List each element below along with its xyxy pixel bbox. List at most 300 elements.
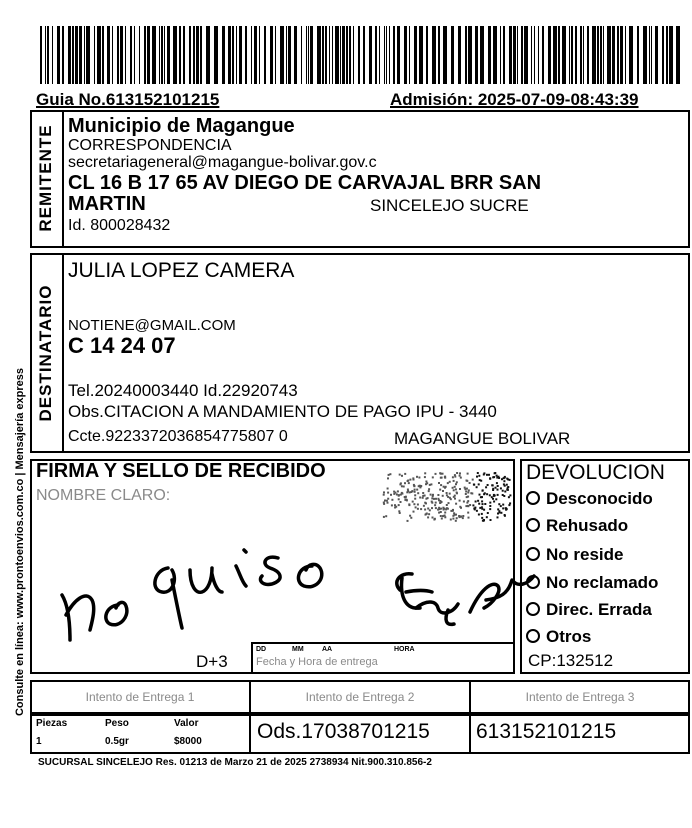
barcode-bar [389,26,390,84]
stamp-dot [415,506,417,508]
stamp-dot [497,516,499,518]
barcode-bar [669,26,673,84]
stamp-dot [445,486,447,488]
barcode-bar [542,26,544,84]
stamp-dot [399,474,401,476]
recipient-phone-id: Tel.20240003440 Id.22920743 [68,381,298,400]
stamp-dot [504,491,506,493]
barcode-bar [432,26,436,84]
stamp-dot [389,473,391,475]
stamp-dot [444,516,446,518]
barcode-bar [493,26,497,84]
stamp-dot [481,506,483,508]
stamp-dot [492,489,494,491]
stamp-dot [467,500,469,502]
barcode-bar [308,26,309,84]
stamp-dot [434,504,436,506]
barcode-bar [346,26,348,84]
stamp-dot [440,477,442,479]
stamp-dot [491,496,493,498]
stamp-dot [432,494,434,496]
barcode-bar [84,26,85,84]
barcode-bar [419,26,423,84]
barcode-bar [173,26,177,84]
stamp-dot [483,509,485,511]
stamp-dot [505,507,507,509]
weight-header: Peso [105,718,129,729]
stamp-dot [483,472,485,474]
stamp-dot [500,512,502,514]
sender-name: Municipio de Magangue [68,115,295,137]
stamp-dot [507,489,509,491]
stamp-dot [383,494,385,496]
stamp-dot [493,495,495,497]
stamp-dot [498,512,500,514]
stamp-dot [442,515,444,517]
stamp-dot [438,507,440,509]
barcode-bar [245,26,247,84]
stamp-dot [409,515,411,517]
stamp-dot [404,482,406,484]
stamp-dot [427,516,429,518]
stamp-dot [383,516,385,518]
barcode-bar [167,26,170,84]
stamp-dot [486,516,488,518]
stamp-dot [502,504,504,506]
barcode-bar [75,26,78,84]
barcode-bar [79,26,82,84]
stamp-dot [407,480,409,482]
stamp-dot [401,475,403,477]
barcode-bar [569,26,570,84]
barcode-bar [649,26,650,84]
stamp-dot [437,509,439,511]
recipient-address: C 14 24 07 [68,333,176,358]
footer-text: SUCURSAL SINCELEJO Res. 01213 de Marzo 21 de 2025 2738934 Nit.900.310.856-2 [38,757,432,768]
stamp-dot [484,503,486,505]
stamp-dot [445,508,447,510]
return-option-direc-errada[interactable] [526,600,652,620]
barcode-bar [625,26,626,84]
barcode-bar [222,26,225,84]
stamp-dot [475,501,477,503]
stamp-dot [452,510,454,512]
radio-circle-icon [526,547,540,561]
stamp-dot [489,508,491,510]
barcode-bar [134,26,135,84]
stamp-dot [447,508,449,510]
stamp-dot [398,498,400,500]
stamp-dot [387,477,389,479]
barcode-bar [340,26,341,84]
stamp-dot [492,484,494,486]
stamp-dot [417,508,419,510]
stamp-dot [394,504,396,506]
barcode-bar [558,26,560,84]
stamp-dot [459,475,461,477]
barcode-bar [251,26,252,84]
stamp-dot [426,513,428,515]
barcode-bar [534,26,535,84]
barcode-bar [68,26,71,84]
stamp-dot [459,472,461,474]
stamp-dot [447,482,449,484]
stamp-dot [442,495,444,497]
barcode-bar [637,26,639,84]
pieces-value: 1 [36,736,42,747]
stamp-dot [414,494,416,496]
sender-email: secretariageneral@magangue-bolivar.gov.c [68,154,377,171]
barcode-bar [310,26,313,84]
barcode-bar [521,26,523,84]
stamp-dot [455,488,457,490]
stamp-dot [462,515,464,517]
stamp-dot [462,517,464,519]
stamp-dot [488,474,490,476]
stamp-dot [507,487,509,489]
sender-divider [62,110,64,248]
barcode-bar [117,26,119,84]
value-header: Valor [174,718,199,729]
barcode-bar [214,26,218,84]
stamp-dot [422,492,424,494]
barcode-bar [280,26,284,84]
value-value: $8000 [174,736,202,747]
barcode-bar [159,26,160,84]
stamp-dot [509,494,511,496]
barcode-bar [86,26,90,84]
barcode-bar [538,26,539,84]
stamp-dot [393,493,395,495]
stamp-dot [423,505,425,507]
stamp-dot [482,490,484,492]
stamp-dot [471,493,473,495]
barcode-bar [500,26,501,84]
stamp-dot [477,500,479,502]
stamp-dot [407,489,409,491]
stamp-dot [424,509,426,511]
return-option-desconocido[interactable] [526,489,653,509]
stamp-dot [508,504,510,506]
side-info-text: Consulte en línea: www.prontoenvios.com.co | Mensajería express [14,367,26,717]
sender-city: SINCELEJO SUCRE [370,196,529,215]
stamp-dot [480,496,482,498]
barcode-bar [57,26,60,84]
stamp-dot [397,490,399,492]
stamp-dot [424,502,426,504]
stamp-dot [443,509,445,511]
sender-address-line2: MARTIN [68,193,146,215]
barcode-bar [275,26,276,84]
stamp-dot [410,517,412,519]
return-option-label: No reclamado [546,573,659,592]
weight-value: 0.5gr [105,736,129,747]
stamp-dot [478,475,480,477]
return-option-no-reside[interactable] [526,545,623,565]
stamp-dot [472,504,474,506]
stamp-dot [446,492,448,494]
radio-circle-icon [526,491,540,505]
barcode-bar [200,26,202,84]
stamp-dot [476,510,478,512]
recipient-name: JULIA LOPEZ CAMERA [68,259,295,282]
barcode-bar [193,26,195,84]
pieces-header: Piezas [36,718,68,729]
barcode-bar [612,26,615,84]
barcode-bar [369,26,372,84]
barcode-bar [458,26,461,84]
stamp-dot [450,498,452,500]
stamp-dot [478,514,480,516]
stamp-dot [387,488,389,490]
stamp-dot [473,484,475,486]
barcode-bar [144,26,146,84]
barcode-bar [301,26,302,84]
date-label-hour: HORA [394,646,415,653]
barcode-bar [580,26,582,84]
stamp-dot [496,477,498,479]
barcode-bar [548,26,551,84]
stamp-dot [503,483,505,485]
barcode-bar [562,26,566,84]
stamp-dot [401,485,403,487]
stamp-dot [425,481,427,483]
stamp-dot [409,479,411,481]
barcode-bar [414,26,417,84]
stamp-dot [468,517,470,519]
stamp-dot [504,515,506,517]
stamp-dot [476,476,478,478]
stamp-dot [508,496,510,498]
radio-circle-icon [526,518,540,532]
stamp-dot [442,473,444,475]
stamp-dot [468,489,470,491]
date-label-month: MM [292,646,304,653]
barcode-bar [52,26,53,84]
barcode-bar [189,26,191,84]
stamp-dot [449,493,451,495]
return-option-label: Otros [546,627,592,646]
stamp-dot [449,481,451,483]
barcode-bar [607,26,611,84]
stamp-dot [424,495,426,497]
stamp-dot [454,495,456,497]
stamp-dot [453,489,455,491]
stamp-dot [444,512,446,514]
stamp-scribble [382,472,512,522]
barcode-bar [404,26,407,84]
return-option-label: Desconocido [546,489,653,508]
stamp-dot [455,483,457,485]
barcode-bar [294,26,297,84]
stamp-dot [440,508,442,510]
stamp-dot [408,482,410,484]
attempt-1: Intento de Entrega 1 [85,690,195,704]
return-postal-code: CP:132512 [528,651,614,670]
barcode-bar [196,26,199,84]
stamp-dot [419,497,421,499]
barcode-bar [228,26,231,84]
handwritten-signature [40,520,550,650]
stamp-dot [427,508,429,510]
stamp-dot [391,504,393,506]
stamp-dot [479,479,481,481]
barcode-bar [107,26,110,84]
stamp-dot [413,503,415,505]
package-divider-2 [469,714,471,754]
barcode-bar [597,26,599,84]
return-option-no-reclamado[interactable] [526,573,658,593]
barcode-bar [102,26,104,84]
barcode-bar [662,26,664,84]
barcode-bar [600,26,602,84]
stamp-dot [444,476,446,478]
stamp-dot [430,494,432,496]
barcode-bar [125,26,126,84]
stamp-dot [496,482,498,484]
stamp-dot [408,504,410,506]
barcode-bar [651,26,652,84]
stamp-dot [458,515,460,517]
barcode-bar [349,26,351,84]
stamp-dot [383,502,385,504]
barcode-bar [375,26,377,84]
stamp-dot [414,498,416,500]
stamp-dot [387,502,389,504]
stamp-dot [424,472,426,474]
stamp-dot [388,474,390,476]
return-option-otros[interactable] [526,627,591,647]
return-option-label: Rehusado [546,516,629,535]
stamp-dot [453,480,455,482]
barcode-bar [629,26,633,84]
stamp-dot [425,498,427,500]
stamp-dot [426,482,428,484]
stamp-dot [420,486,422,488]
stamp-dot [456,481,458,483]
radio-circle-icon [526,602,540,616]
barcode-bar [676,26,680,84]
stamp-dot [416,476,418,478]
stamp-dot [459,500,461,502]
barcode-bar [286,26,287,84]
date-caption: Fecha y Hora de entrega [256,656,378,668]
stamp-dot [442,490,444,492]
stamp-dot [481,517,483,519]
stamp-dot [387,492,389,494]
stamp-dot [406,491,408,493]
barcode-bar [62,26,64,84]
stamp-dot [498,503,500,505]
stamp-dot [424,476,426,478]
stamp-dot [418,477,420,479]
stamp-dot [446,494,448,496]
barcode-bar [342,26,345,84]
stamp-dot [459,488,461,490]
sender-label: REMITENTE [36,124,55,232]
stamp-dot [476,486,478,488]
stamp-dot [460,477,462,479]
stamp-dot [452,487,454,489]
barcode-bar [409,26,410,84]
sender-id: Id. 800028432 [68,217,171,234]
barcode-bar [465,26,467,84]
barcode-bar [488,26,491,84]
barcode-bar [45,26,46,84]
stamp-dot [404,473,406,475]
stamp-dot [422,497,424,499]
barcode-bar [503,26,505,84]
stamp-dot [435,473,437,475]
stamp-dot [465,505,467,507]
sender-address-line1: CL 16 B 17 65 AV DIEGO DE CARVAJAL BRR SAN [68,172,542,194]
stamp-dot [385,515,387,517]
barcode-bar [386,26,387,84]
stamp-dot [456,517,458,519]
stamp-dot [493,501,495,503]
stamp-dot [465,493,467,495]
stamp-dot [391,499,393,501]
stamp-dot [412,501,414,503]
stamp-dot [435,498,437,500]
stamp-dot [398,504,400,506]
stamp-dot [477,472,479,474]
stamp-dot [417,492,419,494]
barcode-bar [161,26,163,84]
attempt-2: Intento de Entrega 2 [305,690,415,704]
package-divider-1 [249,714,251,754]
barcode-bar [443,26,447,84]
return-title: DEVOLUCION [526,461,665,484]
stamp-dot [440,511,442,513]
barcode-bar [617,26,619,84]
stamp-dot [399,512,401,514]
stamp-dot [487,512,489,514]
stamp-dot [489,494,491,496]
barcode-bar [592,26,596,84]
return-option-rehusado[interactable] [526,516,628,536]
stamp-dot [390,494,392,496]
barcode-bar [259,26,260,84]
stamp-dot [481,500,483,502]
barcode-bar [553,26,557,84]
stamp-dot [489,502,491,504]
stamp-dot [406,499,408,501]
stamp-dot [495,487,497,489]
barcode-bar [468,26,472,84]
barcode-bar [480,26,484,84]
recipient-observations: Obs.CITACION A MANDAMIENTO DE PAGO IPU - 3440 [68,402,497,421]
barcode-bar [317,26,321,84]
barcode-bar [531,26,532,84]
stamp-dot [467,492,469,494]
barcode-bar [130,26,132,84]
stamp-dot [387,498,389,500]
stamp-dot [454,486,456,488]
recipient-label: DESTINATARIO [36,284,55,422]
recipient-divider [62,253,64,453]
stamp-dot [486,474,488,476]
stamp-dot [467,473,469,475]
stamp-dot [506,478,508,480]
stamp-dot [495,498,497,500]
radio-circle-icon [526,575,540,589]
stamp-dot [433,498,435,500]
stamp-dot [417,504,419,506]
stamp-dot [416,489,418,491]
stamp-dot [489,505,491,507]
stamp-dot [446,504,448,506]
